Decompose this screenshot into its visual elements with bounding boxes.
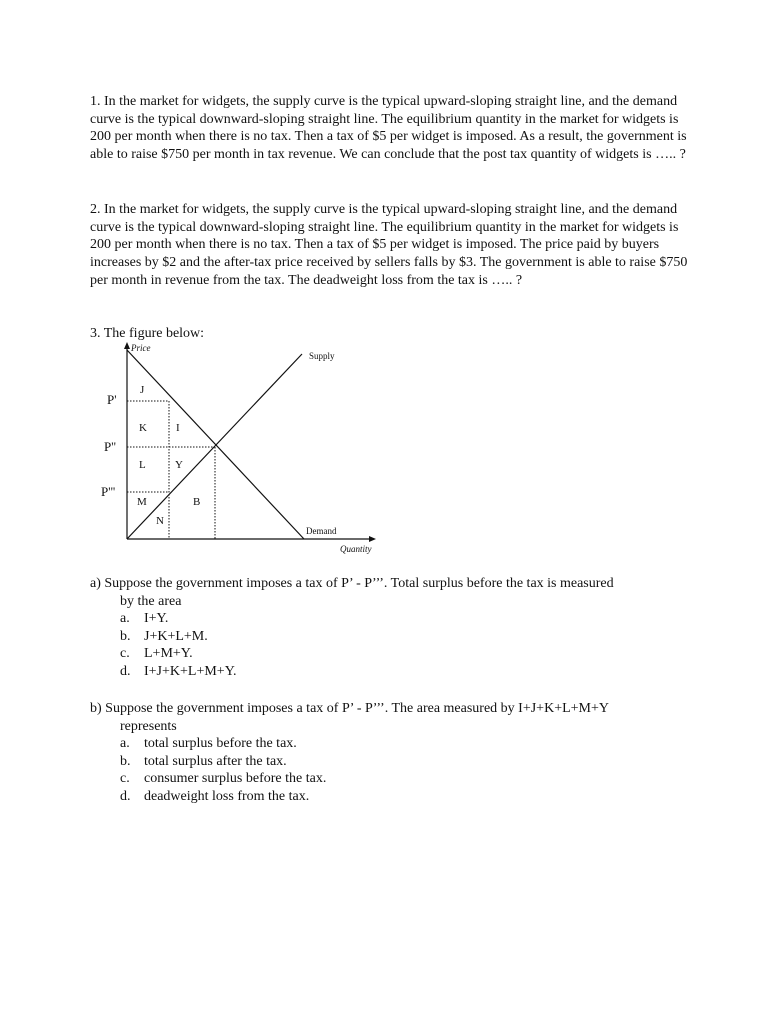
option-text: total surplus after the tax. [144,753,287,769]
supply-label: Supply [309,351,335,361]
option-text: L+M+Y. [144,646,193,662]
option-letter: d. [120,789,131,805]
part-a-stem [90,575,690,610]
option-text: J+K+L+M. [144,628,208,644]
y-axis-label: Price [131,343,151,353]
x-axis-arrow [369,536,376,542]
part-b-option [120,770,326,788]
area-label-k: K [139,422,147,434]
part-b-stem-line1: b) Suppose the government imposes a tax of P’ - P’’’. The area measured by I+J+K+L+M+Y [90,701,609,716]
figure-svg [92,340,392,562]
price-label-p3: P''' [101,484,116,499]
option-letter: b. [120,753,131,769]
question-2: 2. In the market for widgets, the supply curve is the typical upward-sloping straight line, and the demand curve is the typical downward-sloping straight line. The equilibrium quantity in the market for widgets is 200 per month when there is no tax. Then a tax of $5 per widget is imposed. The price paid by buyers increases by $2 and the after-tax price received by sellers falls by $3. The government is able to raise $750 per month in revenue from the tax. The deadweight loss from the tax is ….. ? [90,202,688,288]
option-text: consumer surplus before the tax. [144,771,327,787]
part-a-options [120,610,237,681]
question-3-intro: 3. The figure below: [90,326,205,341]
x-axis-label: Quantity [340,544,372,554]
option-letter: a. [120,611,130,626]
price-label-p2: P'' [104,439,116,454]
part-a-option [120,645,237,663]
question-1: 1. In the market for widgets, the supply curve is the typical upward-sloping straight line, and the demand curve is the typical downward-sloping straight line. The equilibrium quantity in the market for widgets is 200 per month when there is no tax. Then a tax of $5 per widget is imposed. As a result, the government is able to raise $750 per month in tax revenue. We can conclude that the post tax quantity of widgets is ….. ? [90,94,687,163]
part-a-option [120,628,237,646]
option-text: deadweight loss from the tax. [144,789,310,805]
option-letter: b. [120,628,131,644]
area-label-l: L [139,459,146,471]
area-label-b: B [193,496,201,508]
option-letter: a. [120,736,130,751]
option-text: I+Y. [144,611,169,626]
supply-demand-figure [92,340,392,562]
area-label-i: I [176,422,180,434]
area-label-y: Y [175,459,183,471]
area-label-n: N [156,515,164,527]
part-b-stem [90,700,690,735]
part-a-stem-line1: a) Suppose the government imposes a tax of P’ - P’’’. Total surplus before the tax is measured [90,576,614,591]
part-b-option [120,788,326,806]
y-axis-arrow [124,342,130,349]
part-a-option [120,610,237,628]
part-b-option [120,735,326,753]
part-a-stem-line2: by the area [120,593,182,609]
part-b-options [120,735,326,806]
option-text: total surplus before the tax. [144,736,297,751]
part-b-stem-line2: represents [120,718,177,734]
option-text: I+J+K+L+M+Y. [144,664,237,680]
area-label-m: M [137,496,147,508]
price-label-p1: P' [107,392,117,407]
part-b-option [120,753,326,771]
option-letter: c. [120,646,130,662]
part-a-option [120,663,237,681]
option-letter: c. [120,771,130,787]
option-letter: d. [120,664,131,680]
demand-label: Demand [306,526,337,536]
area-label-j: J [140,384,145,396]
